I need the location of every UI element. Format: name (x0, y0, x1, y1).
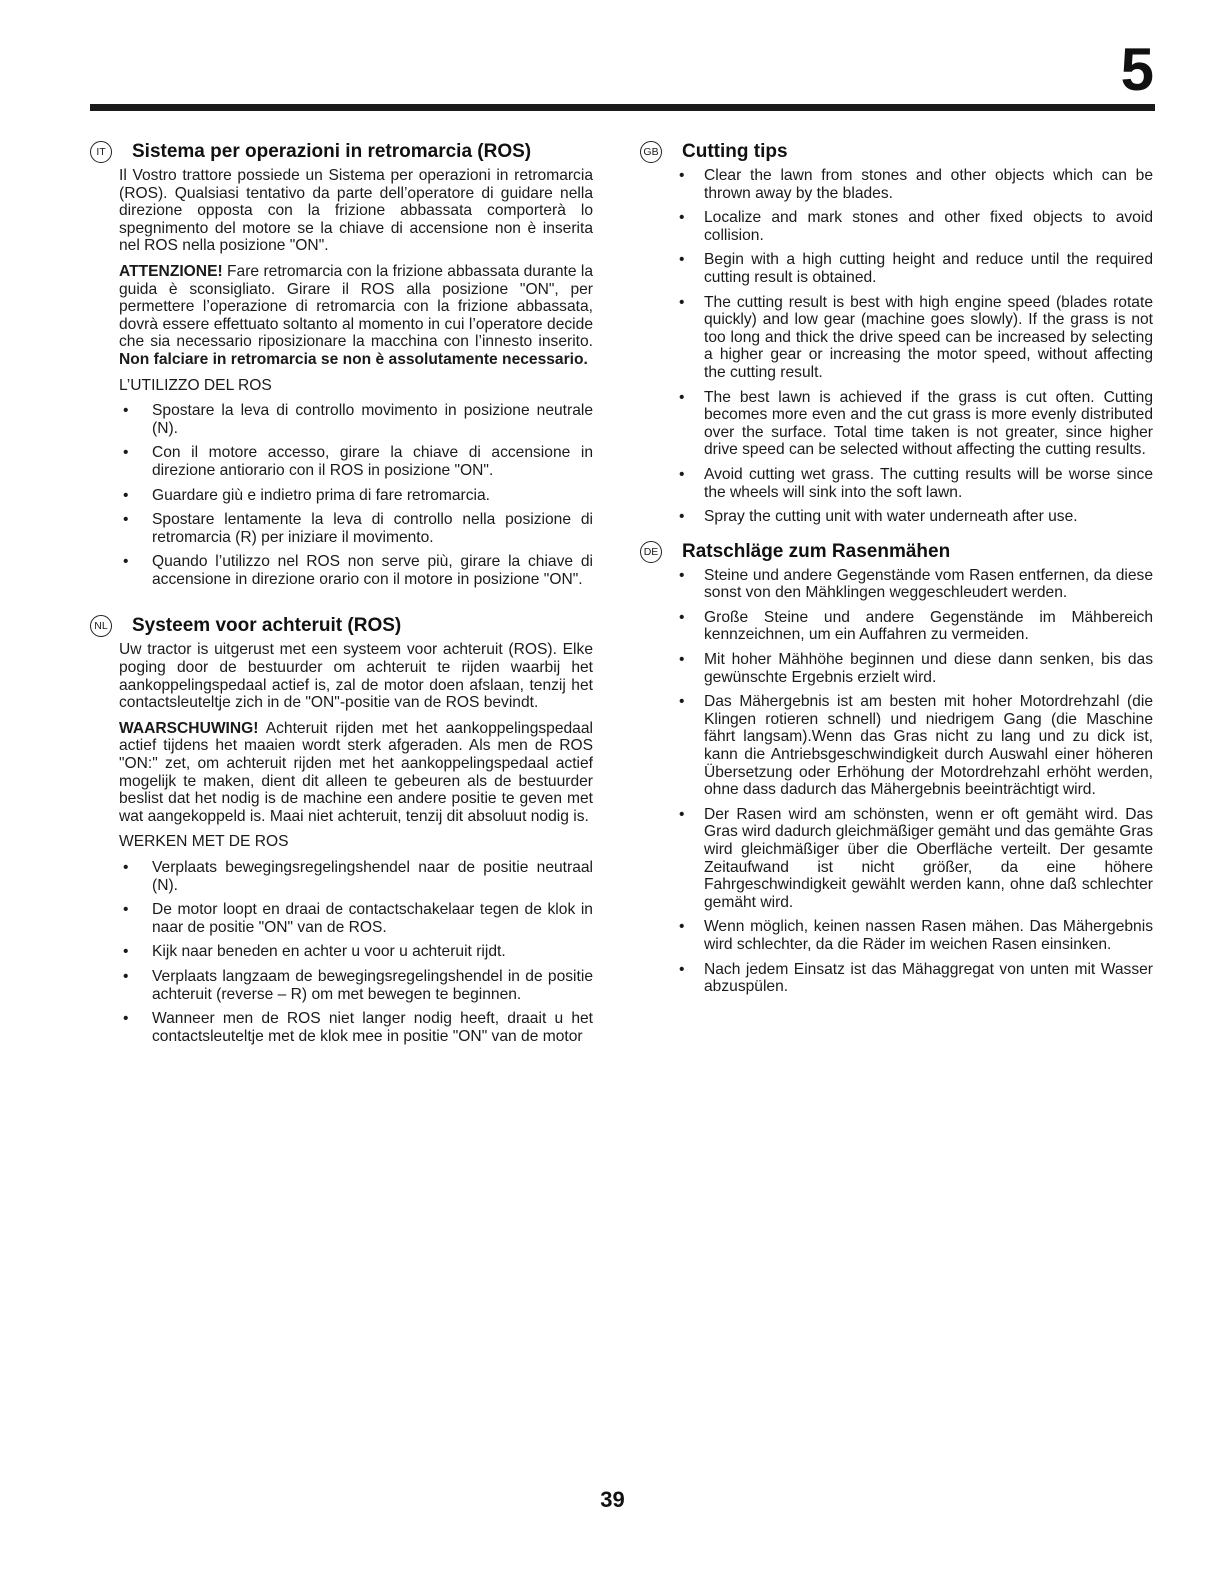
list-item (119, 859, 593, 894)
warning-text: Achteruit rijden met het aankoppelingspedaal actief tijdens het maaien wordt sterk afgeraden. Als men de ROS "ON:" zet, om achteruit rijden met het aankoppelingspedaal actief mogelijk te maken, dient dit alleen te gebeuren als de bestuurder beslist dat het nodig is de machine een andere positie te geven met wat aangekoppeld is. Maai niet achteruit, tenzij dit absoluut nodig is. (119, 719, 593, 825)
bullet-icon: • (123, 553, 129, 571)
list-item-text: Wenn möglich, keinen nassen Rasen mähen. Das Mähergebnis wird schlechter, da die Räder im weichen Rasen einsinken. (704, 918, 1153, 953)
section-header (640, 140, 1153, 164)
warning-paragraph (119, 263, 593, 369)
list-item-text: De motor loopt en draai de contactschakelaar tegen de klok in naar de positie "ON" van de ROS. (152, 901, 593, 936)
list-item (119, 511, 593, 546)
bullet-icon: • (679, 465, 685, 483)
section-title: Ratschläge zum Rasenmähen (682, 540, 951, 562)
section-gb (640, 140, 1153, 526)
bullet-icon: • (679, 251, 685, 269)
list-item-text: The cutting result is best with high engine speed (blades rotate quickly) and low gear (machine goes slowly). If the grass is not too long and thick the drive speed can be increased by selecting a higher gear or increasing the motor speed, without affecting the cutting result. (704, 293, 1153, 381)
bullet-icon: • (679, 508, 685, 526)
bullet-icon: • (679, 651, 685, 669)
list-item (119, 943, 593, 961)
section-body (90, 641, 593, 1045)
bullet-icon: • (679, 693, 685, 711)
section-title: Systeem voor achteruit (ROS) (132, 615, 402, 637)
language-badge-icon: GB (640, 141, 662, 163)
language-badge-icon: IT (90, 141, 112, 163)
list-item (119, 553, 593, 588)
bullet-icon: • (123, 402, 129, 420)
list-item-text: Spostare la leva di controllo movimento in posizione neutrale (N). (152, 402, 593, 437)
warning-label: ATTENZIONE! (119, 262, 223, 280)
list-item (675, 466, 1153, 501)
list-item (675, 209, 1153, 244)
section-header (90, 140, 593, 164)
list-item-text: Clear the lawn from stones and other objects which can be thrown away by the blades. (704, 167, 1153, 202)
list-item (675, 693, 1153, 799)
list-item-text: Nach jedem Einsatz ist das Mähaggregat von unten mit Wasser abzuspülen. (704, 960, 1153, 996)
list-item-text: Der Rasen wird am schönsten, wenn er oft gemäht wird. Das Gras wird dadurch gleichmäßiger gemäht und das gemähte Gras wird gleichmäßiger über die Oberfläche verteilt. Der gesamte Zeitaufwand ist nicht größer, da eine höhere Fahrgeschwindigkeit gewählt werden kann, ohne daß schlechter gemäht wird. (704, 805, 1153, 911)
list-item-text: Spray the cutting unit with water underneath after use. (704, 508, 1078, 526)
list-item (675, 567, 1153, 602)
bullet-icon: • (679, 209, 685, 227)
intro-paragraph: Il Vostro trattore possiede un Sistema per operazioni in retromarcia (ROS). Qualsiasi tentativo da parte dell’operatore di guidare nella direzione opposta con la frizione abbassata comporterà lo spegnimento del motore se la chiave di accensione non è inserita nel ROS nella posizione "ON". (119, 167, 593, 255)
bullet-icon: • (123, 859, 129, 876)
warning-paragraph (119, 720, 593, 826)
chapter-number: 5 (1120, 36, 1153, 103)
bullet-icon: • (123, 901, 129, 919)
section-header (640, 540, 1153, 564)
list-item (119, 487, 593, 505)
tips-list (675, 167, 1153, 526)
list-item-text: Guardare giù e indietro prima di fare retromarcia. (152, 486, 491, 504)
bullet-icon: • (679, 960, 685, 978)
section-header (90, 614, 593, 638)
bullet-icon: • (123, 486, 129, 504)
list-item (675, 806, 1153, 912)
usage-heading: L’UTILIZZO DEL ROS (119, 376, 272, 394)
list-item-text: Steine und andere Gegenstände vom Rasen entfernen, da diese sonst von den Mähklingen weggeschleudert werden. (704, 566, 1153, 602)
warning-text: Fare retromarcia con la frizione abbassata durante la guida è sconsigliato. Girare il ROS alla posizione "ON", per permettere l’operazione di retromarcia con la frizione abbassata, dovrà essere effettuato soltanto al momento in cui l’operatore decide che sia necessario riposizionare la macchina con l’innesto inserito. (119, 262, 593, 351)
bullet-icon: • (679, 293, 685, 311)
bullet-icon: • (679, 608, 685, 626)
bullet-icon: • (679, 167, 685, 184)
bullet-icon: • (679, 566, 685, 584)
right-column (640, 140, 1153, 1010)
instruction-list (119, 859, 593, 1045)
intro-paragraph: Uw tractor is uitgerust met een systeem voor achteruit (ROS). Elke poging door de bestuurder om achteruit te rijden waarbij het aankoppelingspedaal actief is, zal de motor doen afslaan, tenzij het contactsleuteltje zich in de "ON"-positie van de ROS bevindt. (119, 641, 593, 712)
list-item (675, 918, 1153, 953)
list-item (119, 1010, 593, 1045)
list-item (675, 251, 1153, 286)
left-column (90, 140, 593, 1059)
list-item-text: Begin with a high cutting height and reduce until the required cutting result is obtained. (704, 251, 1153, 286)
list-item-text: Das Mähergebnis ist am besten mit hoher Motordrehzahl (die Klingen rotieren schnell) und niedrigem Gang (die Maschine fährt langsam).Wenn das Gras nicht zu lang und zu dick ist, kann die Antriebsgeschwindigkeit durch Auswahl einer höheren Übersetzung oder Erhöhung der Motordrehzahl erhöht werden, ohne dass dadurch das Mähergebnis beeinträchtigt wird. (704, 693, 1153, 799)
section-body (640, 567, 1153, 996)
instruction-list (119, 402, 593, 588)
list-item (675, 508, 1153, 526)
section-title: Sistema per operazioni in retromarcia (ROS) (132, 141, 532, 162)
list-item (675, 961, 1153, 996)
list-item-text: Spostare lentamente la leva di controllo nella posizione di retromarcia (R) per iniziare il movimento. (152, 511, 593, 546)
list-item-text: Con il motore accesso, girare la chiave di accensione in direzione antiorario con il ROS in posizione "ON". (152, 444, 593, 479)
list-item-text: Kijk naar beneden en achter u voor u achteruit rijdt. (152, 943, 506, 961)
list-item (119, 901, 593, 936)
warning-bold-text: Non falciare in retromarcia se non è assolutamente necessario. (119, 350, 588, 368)
usage-heading: WERKEN MET DE ROS (119, 833, 289, 851)
section-de (640, 540, 1153, 996)
list-item-text: Verplaats langzaam de bewegingsregelingshendel in de positie achteruit (reverse – R) om met bewegen te beginnen. (152, 967, 593, 1003)
list-item (119, 444, 593, 479)
list-item-text: Avoid cutting wet grass. The cutting results will be worse since the wheels will sink into the soft lawn. (704, 465, 1153, 501)
list-item-text: The best lawn is achieved if the grass is cut often. Cutting becomes more even and the cut grass is more evenly distributed over the surface. Total time taken is not greater, since higher drive speed can be selected without affecting the cutting results. (704, 388, 1153, 459)
list-item-text: Große Steine und andere Gegenstände im Mähbereich kennzeichnen, um ein Auffahren zu vermeiden. (704, 608, 1153, 644)
warning-label: WAARSCHUWING! (119, 719, 259, 737)
section-body (640, 167, 1153, 526)
section-title: Cutting tips (682, 141, 788, 162)
list-item-text: Localize and mark stones and other fixed objects to avoid collision. (704, 209, 1153, 244)
bullet-icon: • (123, 943, 129, 961)
list-item-text: Quando l’utilizzo nel ROS non serve più, girare la chiave di accensione in direzione orario con il motore in posizione "ON". (152, 553, 593, 588)
bullet-icon: • (679, 388, 685, 406)
language-badge-icon: DE (640, 541, 662, 563)
list-item (119, 968, 593, 1003)
list-item (675, 167, 1153, 202)
section-nl (90, 614, 593, 1045)
bullet-icon: • (123, 444, 129, 462)
bullet-icon: • (679, 918, 685, 936)
page-number: 39 (600, 1487, 625, 1512)
list-item (119, 402, 593, 437)
list-item-text: Verplaats bewegingsregelingshendel naar de positie neutraal (N). (152, 859, 593, 894)
section-body (90, 167, 593, 588)
bullet-icon: • (123, 511, 129, 529)
list-item (675, 651, 1153, 686)
language-badge-icon: NL (90, 615, 112, 637)
header-rule (90, 104, 1155, 111)
bullet-icon: • (123, 1010, 129, 1028)
tips-list (675, 567, 1153, 996)
bullet-icon: • (679, 805, 685, 823)
list-item (675, 609, 1153, 644)
list-item (675, 389, 1153, 459)
bullet-icon: • (123, 967, 129, 985)
list-item-text: Mit hoher Mähhöhe beginnen und diese dann senken, bis das gewünschte Ergebnis erzielt wird. (704, 651, 1153, 686)
list-item-text: Wanneer men de ROS niet langer nodig heeft, draait u het contactsleuteltje met de klok mee in positie "ON" van de motor (152, 1010, 593, 1045)
list-item (675, 294, 1153, 382)
section-it (90, 140, 593, 588)
